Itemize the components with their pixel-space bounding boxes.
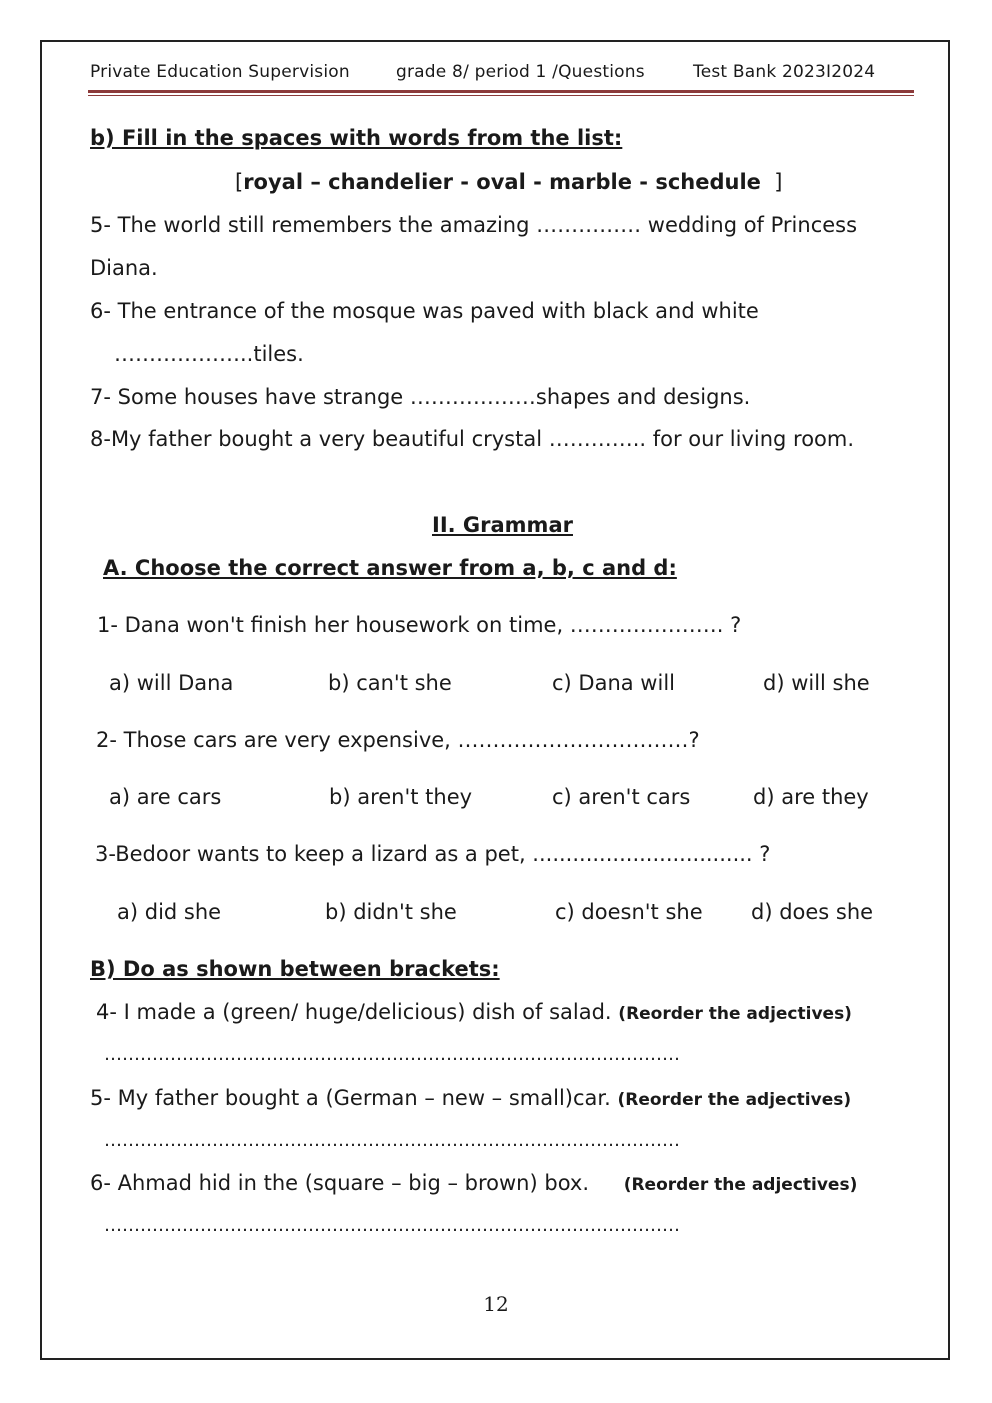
task-6-instruction: (Reorder the adjectives): [623, 1175, 858, 1195]
mcq-3-option-a: a) did she: [117, 900, 222, 924]
page-border: [40, 40, 950, 1360]
header-center: grade 8/ period 1 /Questions: [396, 62, 645, 82]
mcq-3-stem: 3-Bedoor wants to keep a lizard as a pet, ................................. ?: [95, 842, 771, 866]
header-left: Private Education Supervision: [90, 62, 350, 82]
mcq-2-option-c: c) aren't cars: [552, 785, 691, 809]
header-rule-thin: [88, 95, 914, 96]
task-6-sentence: 6- Ahmad hid in the (square – big – brown) box.: [90, 1171, 589, 1195]
task-4-instruction: (Reorder the adjectives): [618, 1004, 852, 1024]
page-number: 12: [483, 1292, 509, 1316]
header-right: Test Bank 2023I2024: [693, 62, 876, 82]
mcq-1-option-b: b) can't she: [328, 671, 452, 695]
word-list-close-bracket: ]: [774, 170, 783, 194]
mcq-3-option-b: b) didn't she: [325, 900, 457, 924]
task-4-answer-line[interactable]: ……………………………………………………………………………………: [104, 1044, 680, 1065]
task-5-text: [90, 1086, 851, 1110]
vocab-q6-line1: 6- The entrance of the mosque was paved with black and white: [90, 299, 759, 323]
mcq-3-option-d: d) does she: [751, 900, 874, 924]
task-6-text: [90, 1171, 857, 1195]
mcq-2-option-a: a) are cars: [109, 785, 222, 809]
mcq-1-stem: 1- Dana won't finish her housework on time, …………………. ?: [97, 613, 742, 637]
vocab-q5-line1: 5- The world still remembers the amazing …………… wedding of Princess: [90, 213, 858, 237]
task-6-answer-line[interactable]: ……………………………………………………………………………………: [104, 1215, 680, 1236]
mcq-1-option-a: a) will Dana: [109, 671, 234, 695]
word-list-words: royal – chandelier - oval - marble - schedule: [243, 170, 761, 194]
grammar-section-a: A. Choose the correct answer from a, b, c and d:: [103, 556, 677, 580]
word-list-open-bracket: [: [235, 170, 244, 194]
mcq-1-option-c: c) Dana will: [552, 671, 675, 695]
vocab-heading: b) Fill in the spaces with words from the list:: [90, 126, 623, 150]
page-header: [90, 62, 910, 88]
vocab-q8: 8-My father bought a very beautiful crystal ………….. for our living room.: [90, 427, 855, 451]
vocab-q5-line2: Diana.: [90, 256, 158, 280]
mcq-3-option-c: c) doesn't she: [555, 900, 703, 924]
grammar-section-b: B) Do as shown between brackets:: [90, 957, 500, 981]
task-4-text: [96, 1000, 852, 1024]
task-5-instruction: (Reorder the adjectives): [617, 1090, 852, 1110]
task-5-sentence: 5- My father bought a (German – new – small)car.: [90, 1086, 611, 1110]
task-5-answer-line[interactable]: ……………………………………………………………………………………: [104, 1130, 680, 1151]
grammar-title: II. Grammar: [432, 513, 573, 537]
vocab-q6-line2: ………………..tiles.: [114, 342, 304, 366]
mcq-2-option-b: b) aren't they: [329, 785, 473, 809]
mcq-2-option-d: d) are they: [753, 785, 869, 809]
vocab-q7: 7- Some houses have strange ………………shapes and designs.: [90, 385, 751, 409]
word-list: [235, 170, 782, 194]
mcq-1-option-d: d) will she: [763, 671, 870, 695]
mcq-2-stem: 2- Those cars are very expensive, ……………………………?: [96, 728, 700, 752]
task-4-sentence: 4- I made a (green/ huge/delicious) dish of salad.: [96, 1000, 612, 1024]
header-rule-thick: [88, 90, 914, 93]
